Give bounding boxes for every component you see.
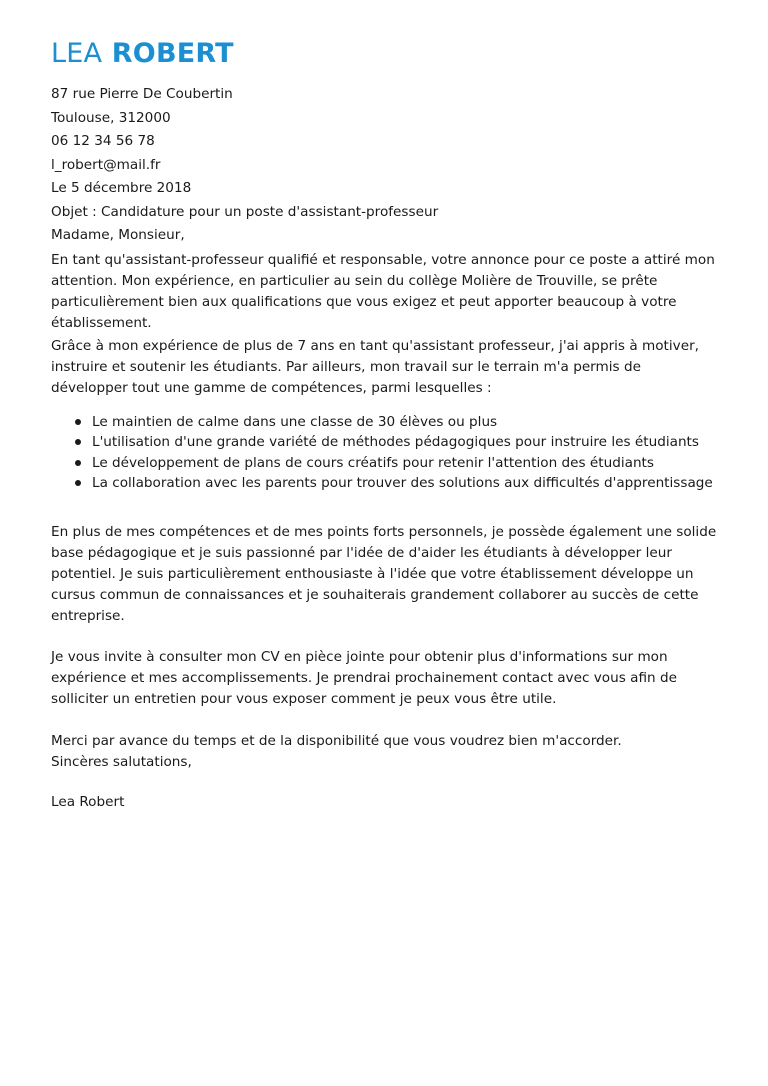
closing-thanks: Merci par avance du temps et de la disponibilité que vous voudrez bien m'accorder. [51,732,622,749]
bullet-icon [75,419,81,425]
bullet-icon [75,460,81,466]
paragraph-cv: Je vous invite à consulter mon CV en pièce jointe pour obtenir plus d'informations sur mon expérience et mes accomplissements. Je prendrai prochainement contact avec vous afin de solliciter un entretien pour vous exposer comment je peux vous être utile. [51,648,677,707]
skill-text: Le développement de plans de cours créatifs pour retenir l'attention des étudiants [92,454,654,471]
list-item [75,473,721,494]
paragraph-intro: En tant qu'assistant-professeur qualifié et responsable, votre annonce pour ce poste a attiré mon attention. Mon expérience, en particulier au sein du collège Molière de Trouville, se prête particulièrement bien aux qualifications que vous exigez et peut apporter beaucoup à votre établissement. [51,251,715,331]
phone: 06 12 34 56 78 [51,133,155,149]
list-item [75,412,721,433]
applicant-name [51,38,721,70]
letter-date: Le 5 décembre 2018 [51,180,192,196]
skill-text: La collaboration avec les parents pour trouver des solutions aux difficultés d'apprentissage [92,475,713,491]
last-name: ROBERT [111,38,234,69]
address: 87 rue Pierre De Coubertin [51,86,233,102]
cover-letter [51,38,721,813]
greeting: Madame, Monsieur, [51,227,185,243]
closing-block [51,731,721,773]
first-name: LEA [51,38,103,69]
signature: Lea Robert [51,793,125,810]
skills-list [51,412,721,494]
contact-block [51,83,721,177]
paragraph-motivation: En plus de mes compétences et de mes points forts personnels, je possède également une solide base pédagogique et je suis passionné par l'idée de d'aider les étudiants à développer leur potentiel. Je suis particulièrement enthousiaste à l'idée que votre établissement développe un cursus commun de connaissances et je souhaiterais grandement collaborer au succès de cette entreprise. [51,523,717,624]
bullet-icon [75,480,81,486]
closing-salutation: Sincères salutations, [51,753,192,770]
letter-subject: Objet : Candidature pour un poste d'assistant-professeur [51,203,439,220]
bullet-icon [75,439,81,445]
paragraph-experience: Grâce à mon expérience de plus de 7 ans en tant qu'assistant professeur, j'ai appris à motiver, instruire et soutenir les étudiants. Par ailleurs, mon travail sur le terrain m'a permis de développer tout une gamme de compétences, parmi lesquelles : [51,337,699,396]
city: Toulouse, 312000 [51,109,171,126]
skill-text: L'utilisation d'une grande variété de méthodes pédagogiques pour instruire les étudiants [92,434,699,450]
email: l_robert@mail.fr [51,156,161,173]
skill-text: Le maintien de calme dans une classe de 30 élèves ou plus [92,413,498,430]
list-item [75,432,721,453]
list-item [75,453,721,474]
